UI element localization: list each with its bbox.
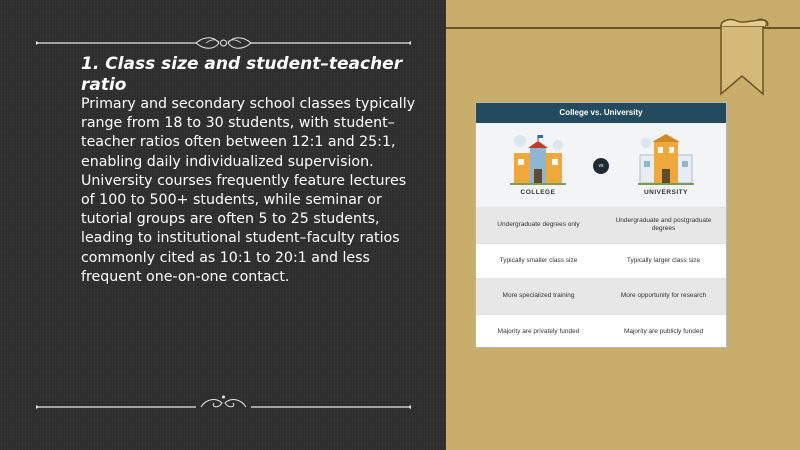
top-ornament-divider <box>36 33 411 53</box>
university-column-header <box>616 127 716 205</box>
university-focus-cell: More opportunity for research <box>620 292 707 300</box>
college-class-size-cell: Typically smaller class size <box>499 256 578 264</box>
college-building-icon <box>508 131 568 187</box>
bottom-ornament-divider <box>36 393 411 413</box>
university-funding-cell: Majority are publicly funded <box>623 327 704 335</box>
university-degrees-cell: Undergraduate and postgraduate degrees <box>615 217 712 233</box>
university-building-icon <box>636 131 696 187</box>
comparison-row-focus <box>476 278 726 314</box>
vs-badge: vs <box>593 158 609 174</box>
university-label: UNIVERSITY <box>643 189 688 196</box>
college-degrees-cell: Undergraduate degrees only <box>497 221 580 229</box>
college-label: COLLEGE <box>520 189 556 196</box>
comparison-row-degrees <box>476 207 726 243</box>
bookmark-ribbon-icon <box>717 18 769 96</box>
college-column-header <box>488 127 588 205</box>
college-funding-cell: Majority are privately funded <box>497 327 580 335</box>
college-vs-university-infographic <box>475 102 727 348</box>
college-focus-cell: More specialized training <box>502 292 575 300</box>
infographic-header: College vs. University <box>476 103 726 123</box>
infographic-buildings-area <box>476 123 726 207</box>
comparison-row-funding <box>476 314 726 349</box>
slide-body-text: Primary and secondary school classes typically range from 18 to 30 students, with student–teacher ratios often between 12:1 and 25:1, enabling daily individualized supervision. University courses frequently feature lectures of 100 to 500+ students, while seminar or tutorial groups are often 5 to 25 students, leading to institutional student–faculty ratios commonly cited as 10:1 to 20:1 and less frequent one-on-one contact. <box>81 96 416 285</box>
slide-title: 1. Class size and student–teacher ratio <box>81 54 403 95</box>
university-class-size-cell: Typically larger class size <box>626 256 701 264</box>
comparison-row-class-size <box>476 243 726 279</box>
